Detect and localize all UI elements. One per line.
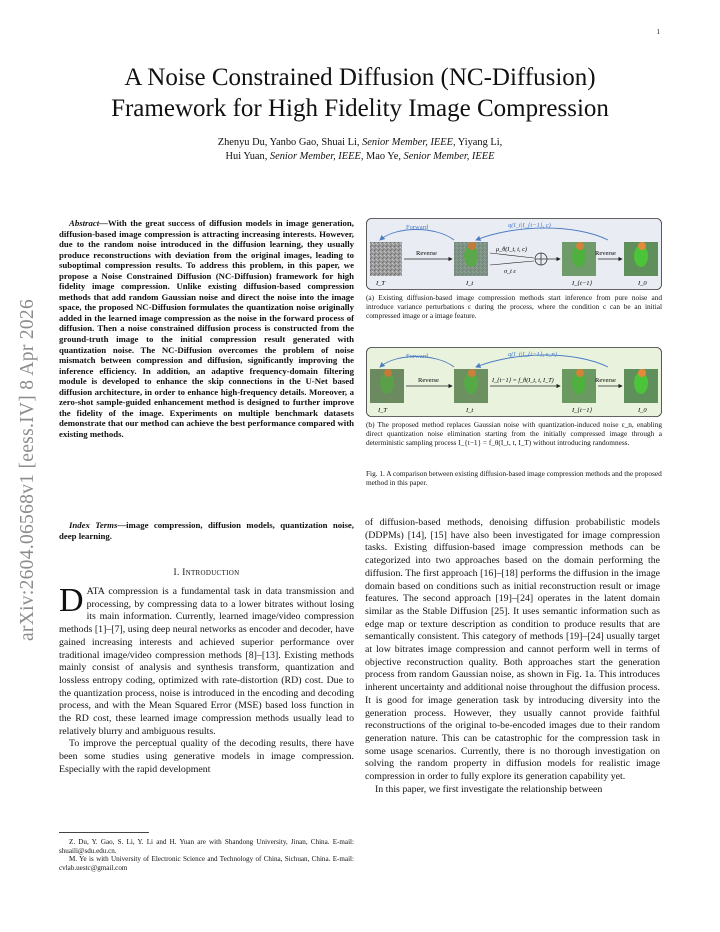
- bird-image-it1-b: [562, 369, 596, 403]
- footnote-1: Z. Du, Y. Gao, S. Li, Y. Li and H. Yuan are with Shandong University, Jinan, China. E-mail: shuaili@sdu.edu.cn.: [59, 838, 354, 855]
- panel-b-f-theta: I_{t−1} = f_θ(I_t, t, I_T): [492, 377, 554, 384]
- panel-a-reverse-2: Reverse: [595, 250, 616, 257]
- panel-a-sigma: σ_t ε: [504, 268, 516, 275]
- index-terms-text: —image compression, diffusion models, quantization noise, deep learning.: [59, 520, 354, 541]
- section-title-intro: I. Introduction: [173, 568, 240, 578]
- bird-image-it1: [562, 242, 596, 276]
- right-column-text: [365, 517, 660, 796]
- authors-line-2: Hui Yuan, Senior Member, IEEE, Mao Ye, Senior Member, IEEE: [225, 150, 495, 162]
- index-terms: [59, 520, 354, 541]
- right-paragraph-1: of diffusion-based methods, denoising diffusion probabilistic models (DDPMs) [14], [15] have also been investigated for image compression tasks. Existing diffusion-based image compression methods can be categorized into two approaches based on the domain performing the diffusion. The first approach [16]–[18] performs the diffusion in the image domain based on conditions such as initial reconstruction result or image features. The second approach [19]–[24] operates in the latent domain similar as the Stable Diffusion [25]. It uses semantic information such as edge map or texture description as condition to produce results that are semantically consistent. This category of methods [19]–[24] usually target at low bitrates image compression and cannot perform well in terms of objective reconstruction quality. Both approaches start the generation process from random Gaussian noise, as shown in Fig. 1a. This introduces inherent uncertainty and additional noise throughout the diffusion process. It is good for image generation task by introducing diversity into the generation process. However, they usually cannot provide faithful reconstructions of the original to-be-encoded images due to their random generation nature. This can be catastrophic for the compression task in some usage scenarios. Currently, there is no thorough investigation on solving the random property in diffusion models for realistic image compression in order to fully explore its generation capability yet.: [365, 517, 660, 783]
- figure-1a-caption: (a) Existing diffusion-based image compression methods start inference from pure noise and introduce variance perturbations ε during the process, where the condition c can be an initial compressed image or a image feature.: [366, 293, 662, 320]
- panel-b-reverse-2: Reverse: [595, 377, 616, 384]
- panel-a-xt1: I_{t−1}: [572, 280, 593, 287]
- panel-a-mu: μ_θ(I_t, t, c): [496, 246, 527, 253]
- footnote-2: M. Ye is with University of Electronic Science and Technology of China, Sichuan, China. E-mail: cvlab.uestc@gmail.com: [59, 855, 354, 873]
- authors: [60, 136, 660, 163]
- panel-b-xt: I_t: [466, 407, 474, 414]
- bird-image-it-b: [454, 369, 488, 403]
- intro-paragraph-1: ATA compression is a fundamental task in data transmission and processing, by compressing data to a lower bitrates without losing its main information. Currently, learned image/video compression methods [1]–[7], using deep neural networks as encoder and decoder, have gained increasing interests and achieved superior performance over traditional image/video compression methods [8]–[13]. Existing methods mainly consist of analysis and synthesis transform, quantization and lossless entropy coding, optimized with rate-distortion (RD) cost. Due to the quantization process, noise is introduced in the encoding and decoding process, and with the Mean Squared Error (MSE) based loss function in the RD cost, these learned image compression methods usually lead to relatively blurry and ambiguous results.: [59, 586, 354, 737]
- panel-b-xt1: I_{t−1}: [572, 407, 593, 414]
- intro-text: [59, 582, 354, 777]
- noise-image: [370, 242, 402, 276]
- page-number: 1: [656, 28, 660, 36]
- panel-b-xT: I_T: [378, 407, 388, 414]
- arxiv-stamp-text: arXiv:2604.06568v1 [eess.IV] 8 Apr 2026: [17, 298, 38, 642]
- panel-a-xT: I_T: [376, 280, 386, 287]
- figure-1b-caption: (b) The proposed method replaces Gaussian noise with quantization-induced noise ε_n, enabling direct quantization noise elimination starting from the initially compressed image through a deterministic sampling process I_{t−1} = f_θ(I_t, t, I_T) without introducing randomness.: [366, 420, 662, 447]
- panel-b-q-label: q(I_t|I_{t−1}, ε_n): [508, 351, 557, 358]
- title-line-2: Framework for High Fidelity Image Compression: [111, 95, 609, 122]
- bird-image-i0: [624, 242, 658, 276]
- footnote-rule: [59, 832, 149, 833]
- title-line-1: A Noise Constrained Diffusion (NC-Diffusion): [124, 64, 596, 91]
- panel-a-forward-label: Forward: [406, 224, 429, 231]
- figure-1-caption: Fig. 1. A comparison between existing diffusion-based image compression methods and the proposed method in this paper.: [366, 469, 662, 487]
- drop-cap: D: [59, 582, 84, 619]
- bird-image-i0-b: [624, 369, 658, 403]
- panel-a-q-label: q(I_t|I_{t−1}, c): [508, 222, 551, 229]
- paper-title: [60, 62, 660, 124]
- figure-1b-diagram: [366, 347, 662, 417]
- footnote: [59, 838, 354, 873]
- panel-a-xt: I_t: [466, 280, 474, 287]
- figure-1a: [366, 218, 662, 320]
- index-terms-lead: Index Terms: [69, 520, 118, 530]
- figure-1a-diagram: [366, 218, 662, 290]
- abstract: [59, 218, 354, 439]
- right-paragraph-2: In this paper, we first investigate the relationship between: [375, 783, 603, 795]
- figure-1b: [366, 347, 662, 447]
- bird-image-iT-b: [370, 369, 404, 403]
- intro-paragraph-2: To improve the perceptual quality of the decoding results, there have been some studies using generative models in image compression. Especially with the rapid development: [59, 738, 354, 775]
- panel-b-x0: I_0: [638, 407, 647, 414]
- abstract-lead: Abstract: [69, 218, 100, 228]
- arxiv-stamp: [8, 190, 48, 750]
- authors-line-1: Zhenyu Du, Yanbo Gao, Shuai Li, Senior Member, IEEE, Yiyang Li,: [217, 137, 503, 148]
- panel-a-reverse-1: Reverse: [416, 250, 437, 257]
- panel-a-x0: I_0: [638, 280, 647, 287]
- bird-image-it: [454, 242, 488, 276]
- panel-b-forward-label: Forward: [406, 353, 429, 360]
- abstract-text: —With the great success of diffusion models in image generation, diffusion-based image compression is attracting increasing interests. However, due to the random noise introduced in the diffusion learning, they usually produce reconstructions with deviation from the original images, leading to suboptimal compression results. To address this problem, in this paper, we propose a Noise Constrained Diffusion (NC-Diffusion) framework for high fidelity image compression. Unlike existing diffusion-based compression methods that add random Gaussian noise and direct the noise into the image space, the proposed NC-Diffusion formulates the quantization noise originally added in the learned image compression as the noise in the forward process of diffusion. Then a noise constrained diffusion process is constructed from the ground-truth image to the initial compression result generated with quantization noise. The NC-Diffusion overcomes the problem of noise mismatch between compression and diffusion, significantly improving the inference efficiency. In addition, an adaptive frequency-domain filtering module is developed to enhance the skip connections in the U-Net based diffusion architecture, in order to enhance high-frequency details. Moreover, a zero-shot sample-guided enhancement method is designed to further improve the fidelity of the image. Experiments on multiple benchmark datasets demonstrate that our method can achieve the best performance compared with existing methods.: [59, 218, 354, 439]
- panel-b-reverse-1: Reverse: [418, 377, 439, 384]
